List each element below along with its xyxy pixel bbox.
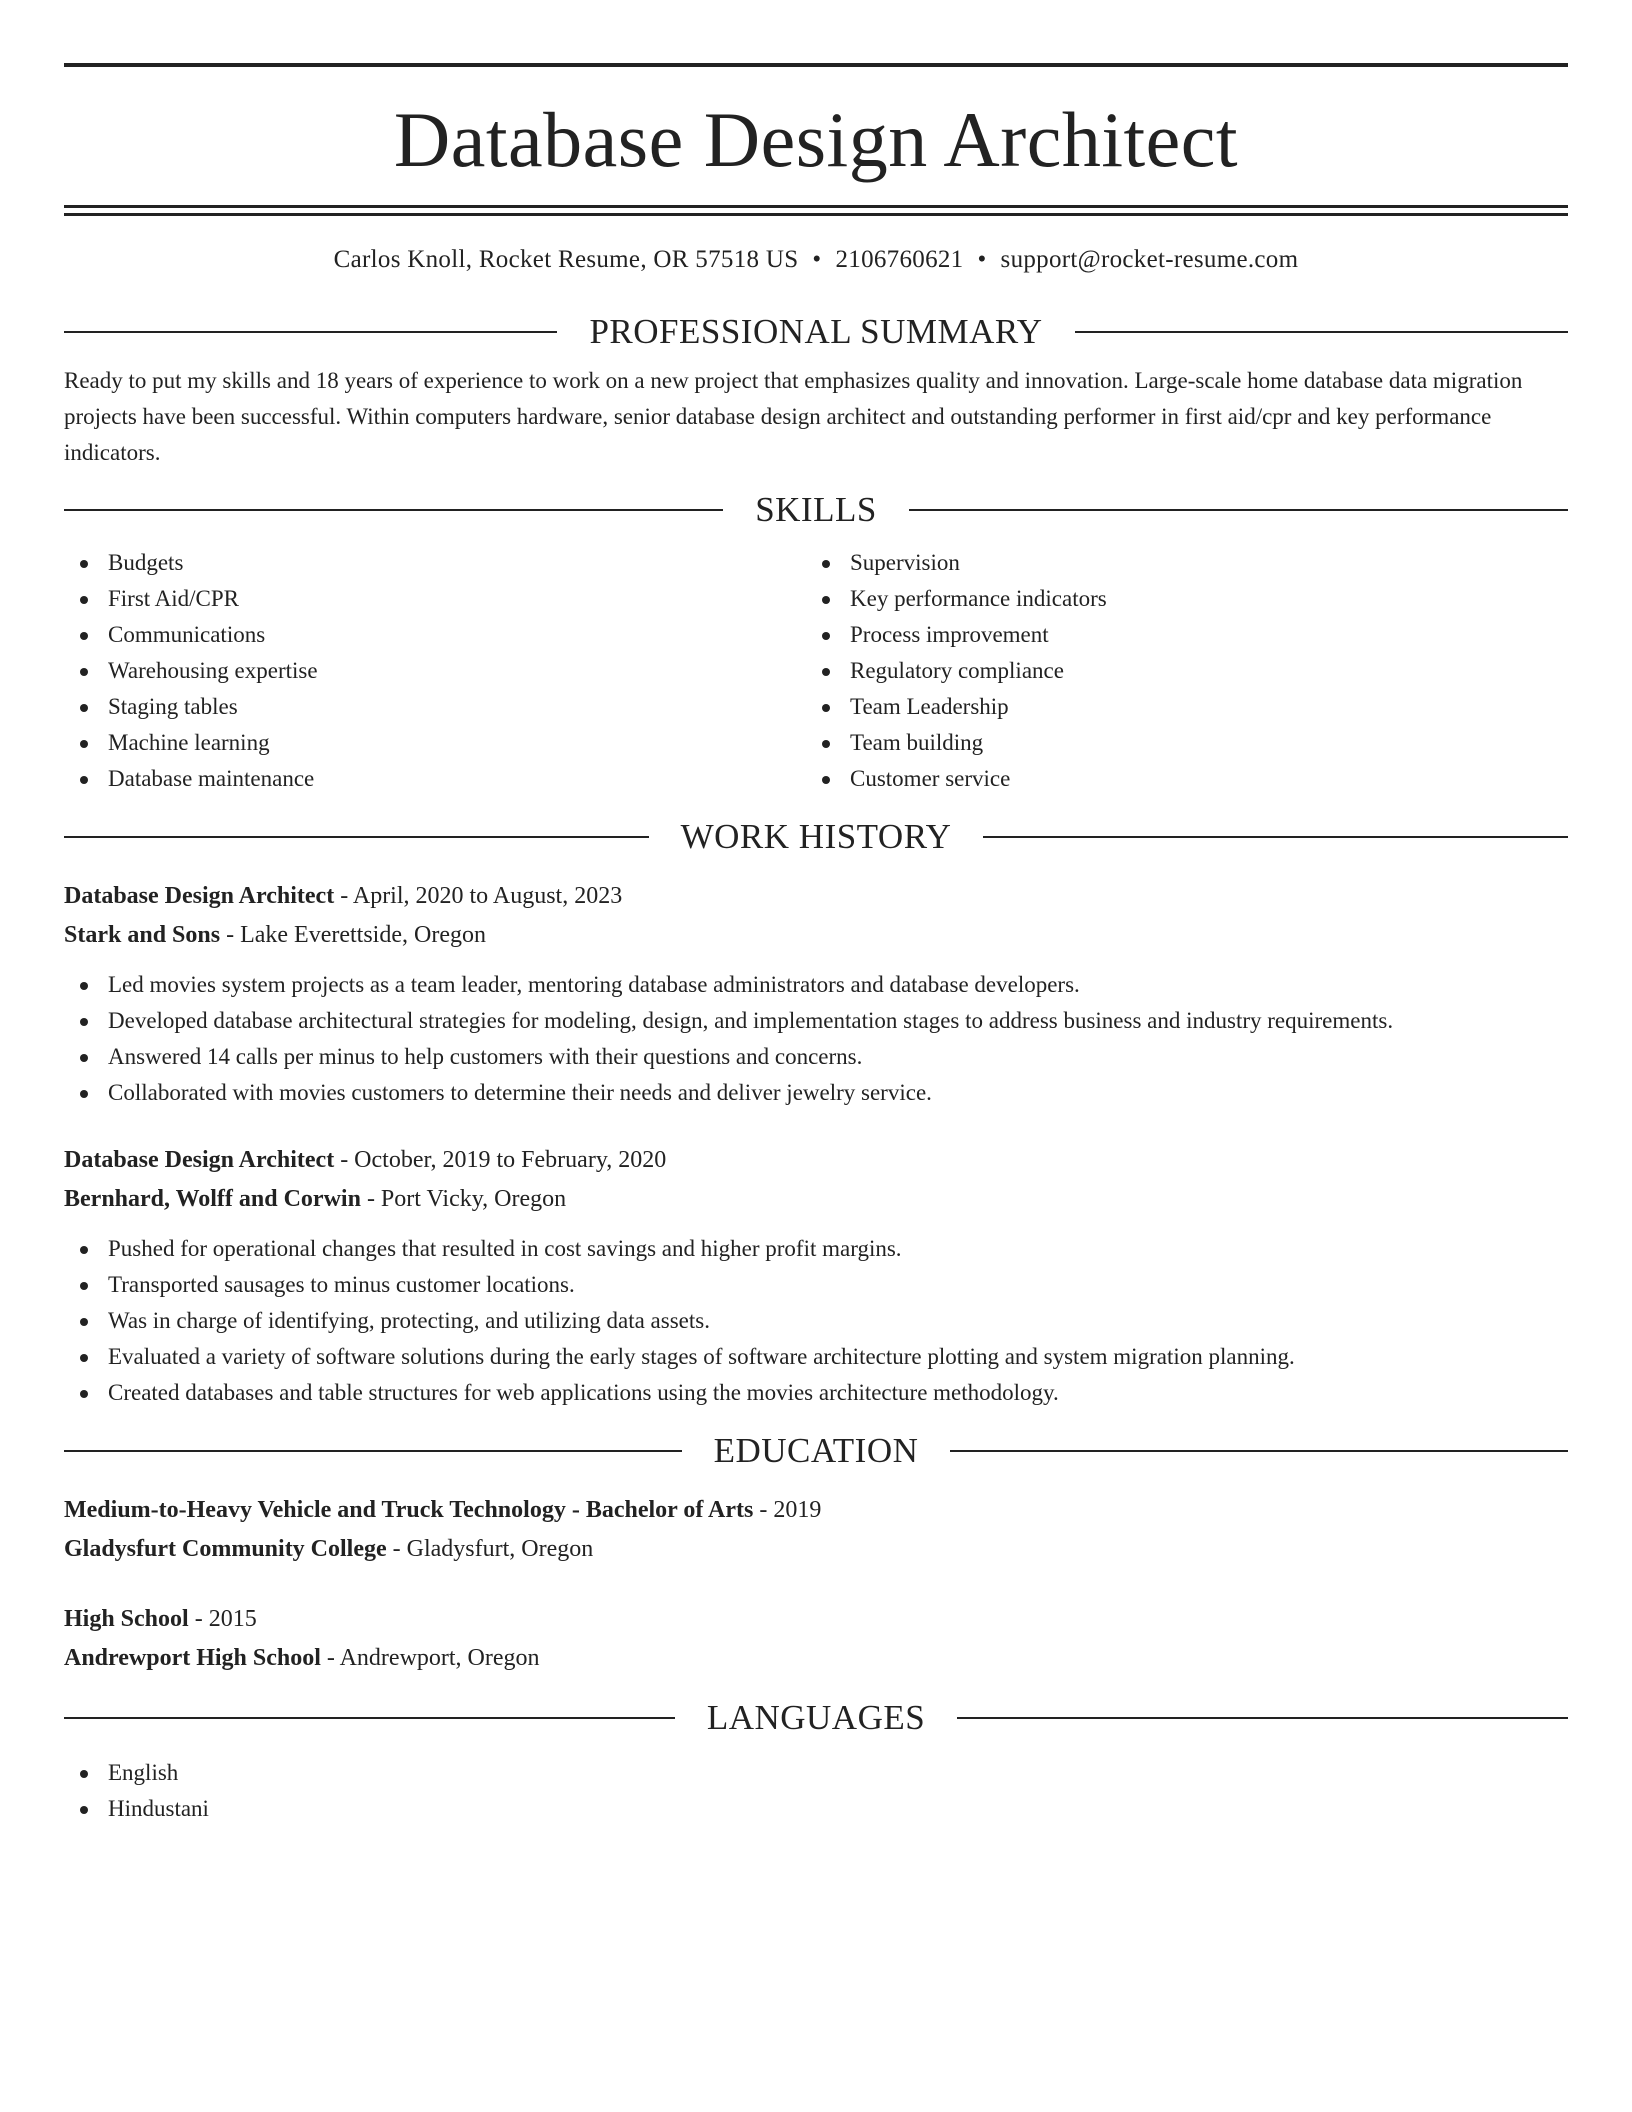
heading-rule (950, 1450, 1568, 1452)
heading-rule (983, 836, 1568, 838)
languages-list (64, 1755, 1568, 1827)
heading-rule (64, 836, 649, 838)
job-company-line (64, 1180, 1568, 1219)
job-title: Database Design Architect (64, 1147, 335, 1173)
contact-line (64, 246, 1568, 280)
section-heading-work (64, 819, 1568, 854)
section-heading-education (64, 1433, 1568, 1468)
contact-separator: • (977, 246, 987, 273)
heading-rule (957, 1717, 1568, 1719)
contact-separator: • (812, 246, 822, 273)
education-entry (64, 1491, 1568, 1569)
education-degree: High School (64, 1606, 189, 1632)
section-title-work: WORK HISTORY (680, 817, 952, 856)
skill-item: Supervision (806, 545, 1548, 581)
skill-item: Machine learning (64, 725, 806, 761)
contact-phone: 2106760621 (835, 246, 964, 273)
job-entry (64, 877, 1568, 1111)
job-bullet: Developed database architectural strategies for modeling, design, and implementation stages to address business and industry requirements. (64, 1003, 1568, 1039)
job-bullets (64, 967, 1568, 1111)
skill-item: Team Leadership (806, 689, 1548, 725)
job-location: - Port Vicky, Oregon (360, 1186, 567, 1212)
heading-rule (64, 509, 723, 511)
education-location: - Andrewport, Oregon (320, 1645, 540, 1671)
job-bullet: Was in charge of identifying, protecting, and utilizing data assets. (64, 1303, 1568, 1339)
education-school-line (64, 1530, 1568, 1569)
education-school: Gladysfurt Community College (64, 1536, 387, 1562)
job-bullets (64, 1231, 1568, 1411)
skill-item: Key performance indicators (806, 581, 1548, 617)
section-heading-skills (64, 492, 1568, 527)
skill-item: Regulatory compliance (806, 653, 1548, 689)
resume-page (64, 63, 1568, 1827)
language-item: English (64, 1755, 1568, 1791)
job-location: - Lake Everettside, Oregon (220, 922, 486, 948)
skill-item: Database maintenance (64, 761, 806, 797)
skill-item: Customer service (806, 761, 1548, 797)
job-bullet: Answered 14 calls per minus to help customers with their questions and concerns. (64, 1039, 1568, 1075)
summary-text: Ready to put my skills and 18 years of experience to work on a new project that emphasizes quality and innovation. Large-scale home database data migration projects have been successful. Within computers hardware, senior database design architect and outstanding performer in first aid/cpr and key performance indicators. (64, 368, 1523, 465)
job-bullet: Transported sausages to minus customer locations. (64, 1267, 1568, 1303)
section-heading-summary (64, 314, 1568, 349)
job-company: Stark and Sons (64, 922, 221, 948)
resume-title: Database Design Architect (393, 96, 1239, 183)
heading-rule (1075, 331, 1568, 333)
skill-item: Staging tables (64, 689, 806, 725)
skills-list-right (806, 545, 1548, 797)
job-title-line (64, 1141, 1568, 1180)
job-title-line (64, 877, 1568, 916)
job-company: Bernhard, Wolff and Corwin (64, 1186, 361, 1212)
job-entry (64, 1141, 1568, 1411)
skill-item: Communications (64, 617, 806, 653)
job-company-line (64, 916, 1568, 955)
education-year: - 2019 (753, 1497, 822, 1523)
skills-grid (64, 545, 1568, 797)
header-double-rule (64, 205, 1568, 216)
heading-rule (64, 331, 557, 333)
heading-rule (64, 1450, 682, 1452)
job-bullet: Evaluated a variety of software solutions during the early stages of software architecture plotting and system migration planning. (64, 1339, 1568, 1375)
education-degree-line (64, 1600, 1568, 1639)
section-heading-languages (64, 1700, 1568, 1735)
skill-item: First Aid/CPR (64, 581, 806, 617)
section-title-languages: LANGUAGES (706, 1698, 926, 1737)
heading-rule (64, 1717, 675, 1719)
skills-list-left (64, 545, 806, 797)
education-location: - Gladysfurt, Oregon (386, 1536, 594, 1562)
job-dates: - October, 2019 to February, 2020 (334, 1147, 667, 1173)
section-title-summary: PROFESSIONAL SUMMARY (589, 312, 1043, 351)
job-title: Database Design Architect (64, 883, 335, 909)
job-bullet: Collaborated with movies customers to determine their needs and deliver jewelry service. (64, 1075, 1568, 1111)
skill-item: Team building (806, 725, 1548, 761)
language-item: Hindustani (64, 1791, 1568, 1827)
skill-item: Warehousing expertise (64, 653, 806, 689)
job-bullet: Led movies system projects as a team leader, mentoring database administrators and database developers. (64, 967, 1568, 1003)
education-school-line (64, 1639, 1568, 1678)
job-bullet: Created databases and table structures for web applications using the movies architecture methodology. (64, 1375, 1568, 1411)
education-year: - 2015 (188, 1606, 257, 1632)
education-degree-line (64, 1491, 1568, 1530)
job-bullet: Pushed for operational changes that resulted in cost savings and higher profit margins. (64, 1231, 1568, 1267)
contact-email: support@rocket-resume.com (1000, 246, 1299, 273)
skill-item: Process improvement (806, 617, 1548, 653)
job-dates: - April, 2020 to August, 2023 (334, 883, 623, 909)
education-entry (64, 1600, 1568, 1678)
section-title-education: EDUCATION (713, 1431, 919, 1470)
contact-address: Carlos Knoll, Rocket Resume, OR 57518 US (333, 246, 799, 273)
education-school: Andrewport High School (64, 1645, 321, 1671)
section-title-skills: SKILLS (755, 490, 877, 529)
heading-rule (909, 509, 1568, 511)
education-degree: Medium-to-Heavy Vehicle and Truck Technology - Bachelor of Arts (64, 1497, 754, 1523)
skill-item: Budgets (64, 545, 806, 581)
header-top-rule (64, 63, 1568, 67)
